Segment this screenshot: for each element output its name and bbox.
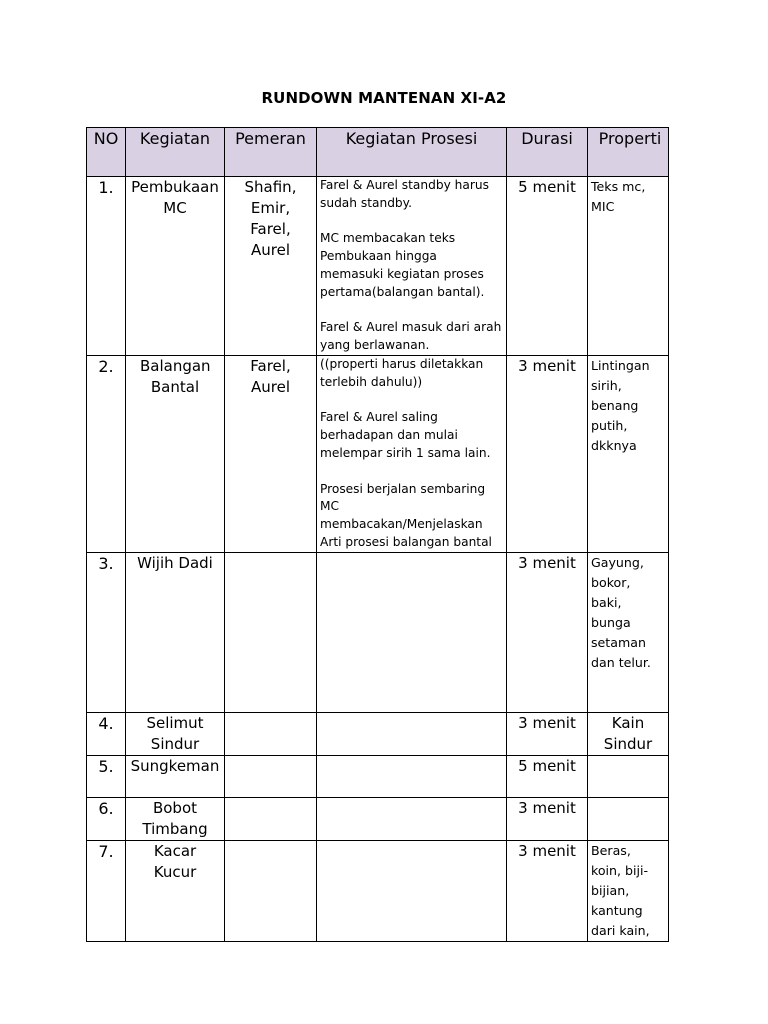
row-number: 2. (87, 355, 126, 552)
row-pemeran (225, 755, 317, 797)
header-kegiatan: Kegiatan (126, 128, 225, 177)
row-durasi: 3 menit (507, 712, 588, 755)
row-pemeran (225, 797, 317, 840)
row-properti: Teks mc, MIC (588, 177, 669, 356)
row-kegiatan: Bobot Timbang (126, 797, 225, 840)
row-kegiatan: Sungkeman (126, 755, 225, 797)
table-row (87, 552, 669, 712)
table-row (87, 797, 669, 840)
prosesi-paragraph: Farel & Aurel standby harus sudah standby. (320, 178, 489, 210)
prosesi-paragraph: ((properti harus diletakkan terlebih dahulu)) (320, 356, 484, 389)
rundown-table (86, 127, 669, 942)
header-durasi: Durasi (507, 128, 588, 177)
row-properti: Beras, koin, biji-bijian, kantung dari kain, (588, 840, 669, 941)
row-properti (588, 797, 669, 840)
header-pemeran: Pemeran (225, 128, 317, 177)
row-durasi: 3 menit (507, 797, 588, 840)
row-pemeran: Farel, Aurel (225, 355, 317, 552)
prosesi-paragraph: Farel & Aurel masuk dari arah yang berlawanan. (320, 320, 502, 353)
row-kegiatan: Selimut Sindur (126, 712, 225, 755)
row-number: 6. (87, 797, 126, 840)
table-row (87, 840, 669, 941)
document-title: RUNDOWN MANTENAN XI-A2 (261, 89, 507, 107)
row-kegiatan-prosesi (317, 177, 507, 356)
row-durasi: 3 menit (507, 355, 588, 552)
header-properti: Properti (588, 128, 669, 177)
table-row (87, 177, 669, 356)
row-kegiatan: Kacar Kucur (126, 840, 225, 941)
row-durasi: 3 menit (507, 552, 588, 712)
prosesi-paragraph: MC membacakan teks Pembukaan hingga memasuki kegiatan proses pertama(balangan bantal). (320, 231, 485, 299)
row-kegiatan: Pembukaan MC (126, 177, 225, 356)
row-number: 7. (87, 840, 126, 941)
row-number: 3. (87, 552, 126, 712)
row-properti (588, 755, 669, 797)
row-kegiatan-prosesi (317, 712, 507, 755)
row-durasi: 5 menit (507, 755, 588, 797)
row-pemeran (225, 552, 317, 712)
row-kegiatan-prosesi (317, 840, 507, 941)
row-durasi: 3 menit (507, 840, 588, 941)
table-row (87, 712, 669, 755)
row-number: 5. (87, 755, 126, 797)
row-kegiatan: Balangan Bantal (126, 355, 225, 552)
row-properti: Gayung, bokor, baki, bunga setaman dan telur. (588, 552, 669, 712)
row-kegiatan-prosesi (317, 355, 507, 552)
header-no: NO (87, 128, 126, 177)
prosesi-paragraph: Prosesi berjalan sembaring MC membacakan/Menjelaskan Arti prosesi balangan bantal (320, 481, 492, 549)
row-durasi: 5 menit (507, 177, 588, 356)
row-properti: Lintingan sirih, benang putih, dkknya (588, 355, 669, 552)
row-pemeran (225, 712, 317, 755)
table-row (87, 355, 669, 552)
row-pemeran: Shafin, Emir, Farel, Aurel (225, 177, 317, 356)
table-header-row (87, 128, 669, 177)
row-kegiatan-prosesi (317, 797, 507, 840)
row-kegiatan-prosesi (317, 755, 507, 797)
row-number: 4. (87, 712, 126, 755)
row-number: 1. (87, 177, 126, 356)
prosesi-paragraph: Farel & Aurel saling berhadapan dan mulai melempar sirih 1 sama lain. (320, 410, 491, 460)
row-kegiatan-prosesi (317, 552, 507, 712)
header-kegiatan-prosesi: Kegiatan Prosesi (317, 128, 507, 177)
row-kegiatan: Wijih Dadi (126, 552, 225, 712)
row-properti: Kain Sindur (588, 712, 669, 755)
table-row (87, 755, 669, 797)
row-pemeran (225, 840, 317, 941)
